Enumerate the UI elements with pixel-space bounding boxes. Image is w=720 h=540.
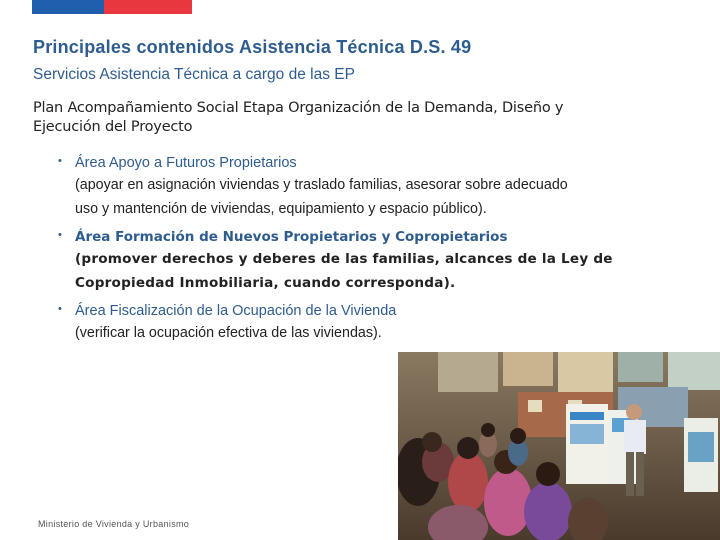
flag-blue-segment [32,0,104,14]
bullet-description: (promover derechos y deberes de las familias, alcances de la Ley de [75,251,613,267]
intro-text [33,99,683,137]
intro-line: Ejecución del Proyecto [33,119,193,135]
bullet-description: Copropiedad Inmobiliaria, cuando corresponda). [75,275,456,291]
bullet-item [58,301,678,345]
bullet-icon: • [58,155,62,167]
bullet-description: (apoyar en asignación viviendas y traslado familias, asesorar sobre adecuado [75,177,568,193]
flag-red-segment [104,0,192,14]
slide-subtitle: Servicios Asistencia Técnica a cargo de las EP [33,66,355,83]
bullet-heading: Área Fiscalización de la Ocupación de la Vivienda [75,303,397,319]
bullet-description: (verificar la ocupación efectiva de las viviendas). [75,325,382,341]
bullet-heading: Área Formación de Nuevos Propietarios y Copropietarios [75,229,508,245]
bullet-item [58,227,678,295]
footer-ministry: Ministerio de Vivienda y Urbanismo [38,519,190,529]
slide-title: Principales contenidos Asistencia Técnica D.S. 49 [33,37,472,57]
bullet-item [58,153,678,221]
bullet-heading: Área Apoyo a Futuros Propietarios [75,155,297,171]
flag-bar [32,0,192,14]
bullet-description: uso y mantención de viviendas, equipamiento y espacio público). [75,201,487,217]
bullet-list [58,153,678,351]
community-meeting-photo [398,352,720,540]
photo-illustration [398,352,720,540]
bullet-icon: • [58,229,62,241]
intro-line: Plan Acompañamiento Social Etapa Organización de la Demanda, Diseño y [33,100,564,116]
bullet-icon: • [58,303,62,315]
